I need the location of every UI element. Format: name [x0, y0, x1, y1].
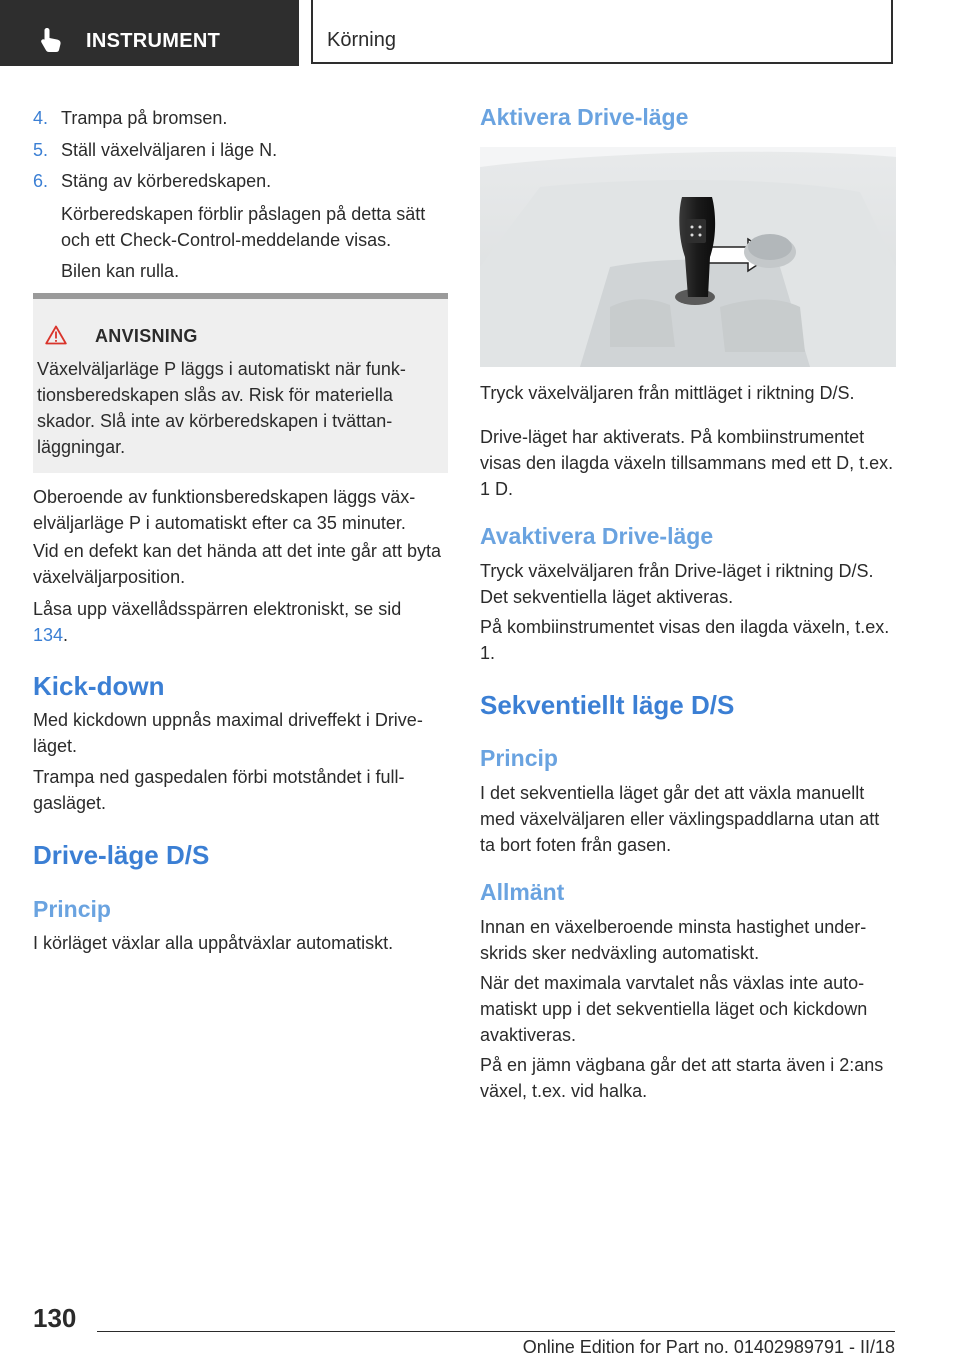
- paragraph-auto-park: Oberoende av funktionsberedskapen läggs väx-elväljarläge P i automatiskt efter ca 35 minuter.: [33, 487, 416, 533]
- paragraph-unlock: [33, 596, 413, 648]
- heading-sequential-principle: Princip: [480, 745, 558, 771]
- general-paragraph-3: På en jämn vägbana går det att starta även i 2:ans växel, t.ex. vid halka.: [480, 1055, 884, 1101]
- gear-selector-illustration: [480, 147, 896, 367]
- kickdown-paragraph-2: Trampa ned gaspedalen förbi motståndet i full-gasläget.: [33, 767, 405, 813]
- warning-triangle-icon: [45, 325, 67, 345]
- heading-sequential-mode: Sekventiellt läge D/S: [480, 690, 735, 720]
- notice-box: [33, 293, 448, 473]
- heading-kick-down: Kick-down: [33, 671, 165, 701]
- activate-paragraph: Drive-läget har aktiverats. På kombiinstrumentet visas den ilagda växeln tillsammans med ett D, t.ex. 1 D.: [480, 427, 894, 499]
- heading-activate-drive: Aktivera Drive-läge: [480, 104, 689, 130]
- heading-drive-mode: Drive-läge D/S: [33, 840, 210, 870]
- section-tab: [0, 0, 299, 66]
- sequential-principle-text: I det sekventiella läget går det att växla manuellt med växelväljaren eller växlingspaddlarna utan att ta bort foten från gasen.: [480, 783, 880, 855]
- step-text: Stäng av körberedskapen.: [61, 171, 272, 191]
- step-6-warning-note: Bilen kan rulla.: [61, 261, 180, 281]
- step-number: 4.: [33, 108, 49, 128]
- kickdown-paragraph-1: Med kickdown uppnås maximal driveffekt i Drive-läget.: [33, 710, 423, 756]
- step-text: Trampa på bromsen.: [61, 108, 228, 128]
- page-link[interactable]: 134: [33, 625, 64, 645]
- unlock-text: Låsa upp växellådsspärren elektroniskt, se sid: [33, 599, 402, 619]
- heading-general: Allmänt: [480, 879, 565, 905]
- step-number: 5.: [33, 140, 49, 160]
- principle-text: I körläget växlar alla uppåtväxlar automatiskt.: [33, 933, 394, 953]
- footer-divider: [97, 1331, 895, 1332]
- chapter-title: Körning: [327, 29, 396, 51]
- general-paragraph-2: När det maximala varvtalet nås växlas inte auto-matiskt upp i det sekventiella läget och kickdown avaktiveras.: [480, 973, 868, 1045]
- page-header: [0, 0, 960, 66]
- unlock-end: .: [63, 625, 69, 645]
- deactivate-paragraph-1: Tryck växelväljaren från Drive-läget i riktning D/S. Det sekventiella läget aktiveras.: [480, 561, 874, 607]
- heading-deactivate-drive: Avaktivera Drive-läge: [480, 523, 714, 549]
- deactivate-paragraph-2: På kombiinstrumentet visas den ilagda växeln, t.ex. 1.: [480, 617, 890, 663]
- figure-caption: Tryck växelväljaren från mittläget i riktning D/S.: [480, 383, 855, 403]
- chapter-tab: [311, 0, 893, 64]
- step-text: Ställ växelväljaren i läge N.: [61, 140, 278, 160]
- notice-title: ANVISNING: [95, 326, 198, 346]
- heading-principle: Princip: [33, 896, 111, 922]
- footer-edition: Online Edition for Part no. 01402989791 - II/18: [522, 1337, 895, 1357]
- notice-text: Växelväljarläge P läggs i automatiskt när funk-tionsberedskapen slås av. Risk för materiella skador. Slå inte av körberedskapen i tvättan-läggningar.: [37, 359, 406, 457]
- step-6-note: Körberedskapen förblir påslagen på detta sätt och ett Check-Control-meddelande visas.: [61, 204, 426, 250]
- paragraph-defect: Vid en defekt kan det hända att det inte går att byta växelväljarposition.: [33, 541, 441, 587]
- pointing-hand-icon: [40, 27, 62, 53]
- section-title: INSTRUMENT: [86, 30, 221, 52]
- general-paragraph-1: Innan en växelberoende minsta hastighet under-skrids sker nedväxling automatiskt.: [480, 917, 867, 963]
- step-number: 6.: [33, 171, 49, 191]
- page-number: 130: [33, 1303, 77, 1333]
